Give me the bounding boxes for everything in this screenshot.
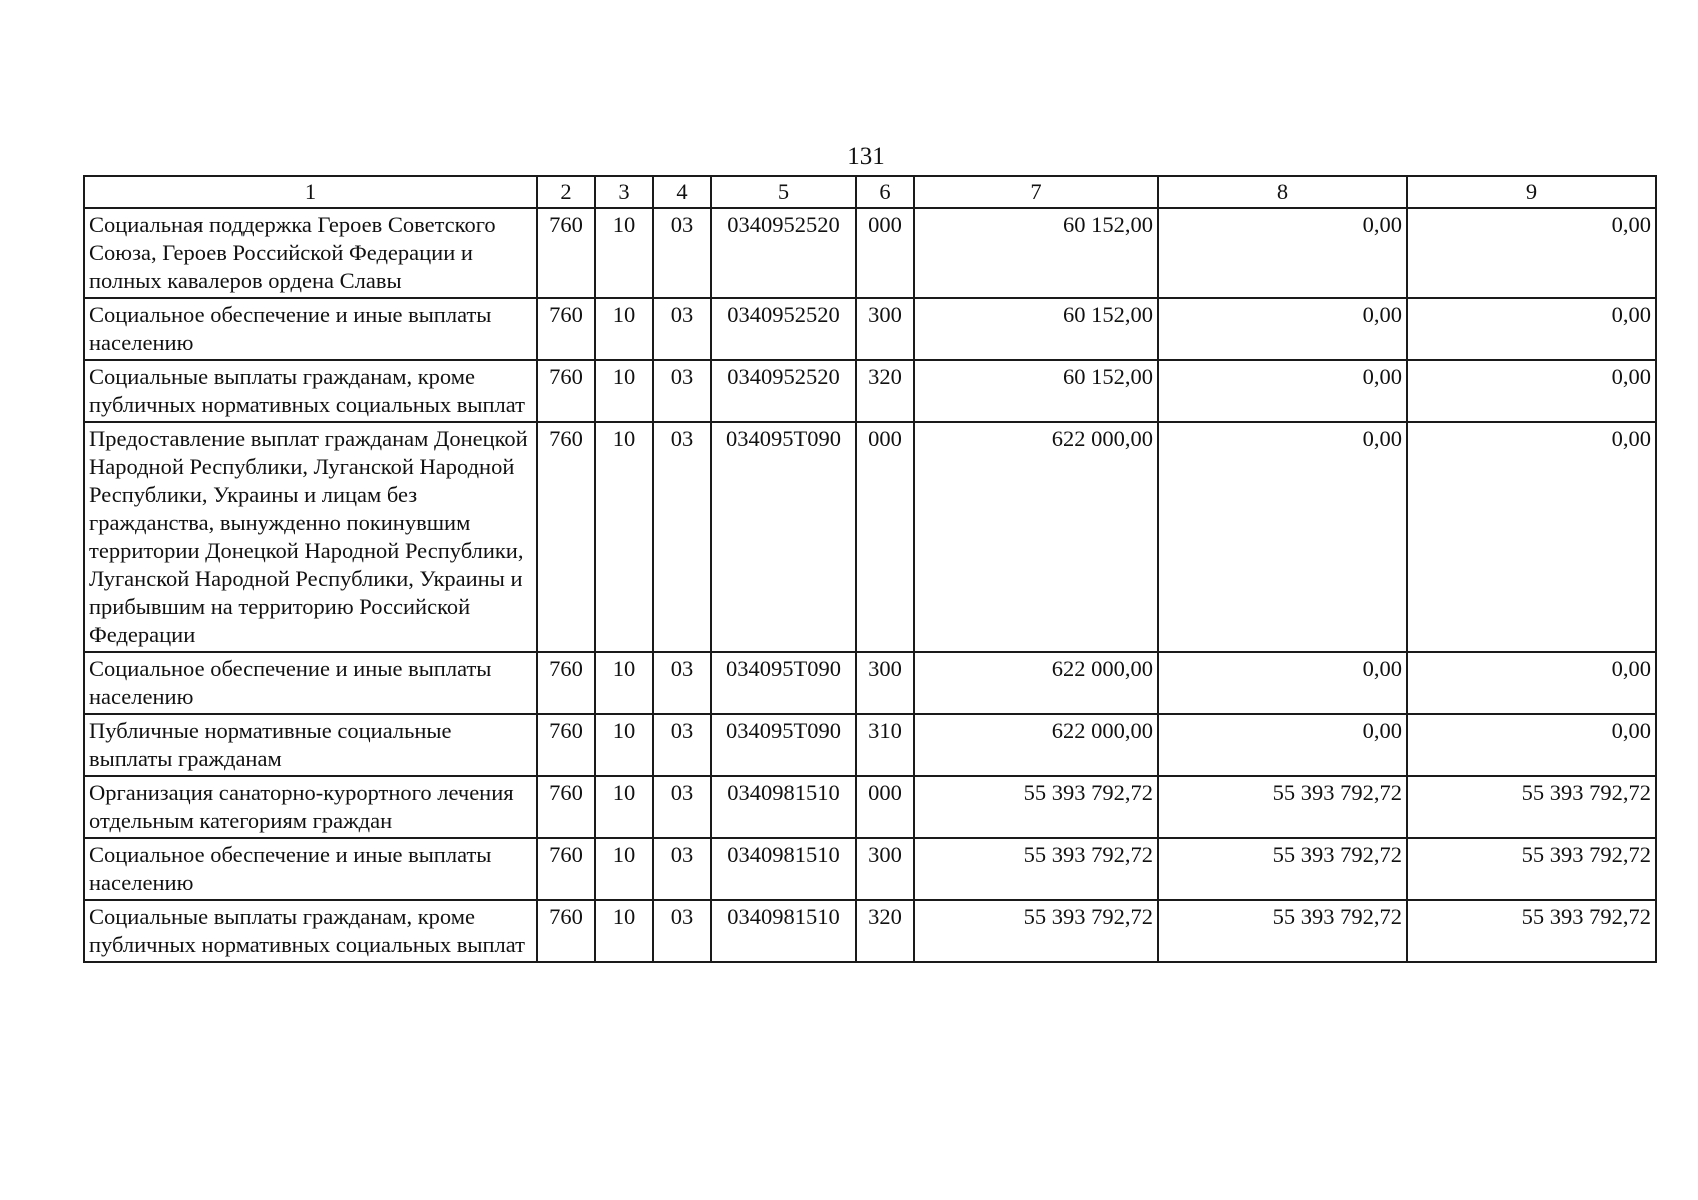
target-article-code: 034095T090	[711, 714, 856, 776]
amount-col-7: 622 000,00	[914, 422, 1158, 652]
section-code: 10	[595, 422, 653, 652]
column-number-header: 9	[1407, 176, 1656, 208]
row-name: Социальное обеспечение и иные выплаты населению	[84, 652, 537, 714]
subsection-code: 03	[653, 714, 711, 776]
target-article-code: 0340981510	[711, 900, 856, 962]
ministry-code: 760	[537, 838, 595, 900]
ministry-code: 760	[537, 652, 595, 714]
target-article-code: 0340952520	[711, 208, 856, 298]
column-number-row	[84, 176, 1656, 208]
subsection-code: 03	[653, 838, 711, 900]
amount-col-8: 0,00	[1158, 652, 1407, 714]
amount-col-8: 55 393 792,72	[1158, 900, 1407, 962]
amount-col-9: 55 393 792,72	[1407, 900, 1656, 962]
amount-col-8: 0,00	[1158, 422, 1407, 652]
column-number-header: 2	[537, 176, 595, 208]
row-name: Организация санаторно-курортного лечения отдельным категориям граждан	[84, 776, 537, 838]
subsection-code: 03	[653, 900, 711, 962]
expense-type-code: 320	[856, 900, 914, 962]
expense-type-code: 000	[856, 208, 914, 298]
column-number-header: 5	[711, 176, 856, 208]
page-number: 131	[847, 143, 885, 170]
column-number-header: 3	[595, 176, 653, 208]
row-name: Публичные нормативные социальные выплаты гражданам	[84, 714, 537, 776]
ministry-code: 760	[537, 208, 595, 298]
section-code: 10	[595, 714, 653, 776]
budget-table	[83, 175, 1657, 963]
expense-type-code: 000	[856, 422, 914, 652]
expense-type-code: 000	[856, 776, 914, 838]
target-article-code: 0340981510	[711, 776, 856, 838]
table-row	[84, 652, 1656, 714]
target-article-code: 0340981510	[711, 838, 856, 900]
amount-col-8: 0,00	[1158, 208, 1407, 298]
ministry-code: 760	[537, 776, 595, 838]
ministry-code: 760	[537, 298, 595, 360]
amount-col-7: 60 152,00	[914, 360, 1158, 422]
table-row	[84, 900, 1656, 962]
expense-type-code: 300	[856, 838, 914, 900]
subsection-code: 03	[653, 208, 711, 298]
table-row	[84, 422, 1656, 652]
row-name: Социальные выплаты гражданам, кроме публичных нормативных социальных выплат	[84, 900, 537, 962]
column-number-header: 6	[856, 176, 914, 208]
section-code: 10	[595, 208, 653, 298]
amount-col-7: 55 393 792,72	[914, 776, 1158, 838]
target-article-code: 034095T090	[711, 652, 856, 714]
amount-col-8: 55 393 792,72	[1158, 776, 1407, 838]
section-code: 10	[595, 776, 653, 838]
amount-col-9: 0,00	[1407, 652, 1656, 714]
target-article-code: 0340952520	[711, 298, 856, 360]
amount-col-7: 60 152,00	[914, 208, 1158, 298]
amount-col-8: 0,00	[1158, 360, 1407, 422]
section-code: 10	[595, 298, 653, 360]
amount-col-9: 0,00	[1407, 714, 1656, 776]
column-number-header: 4	[653, 176, 711, 208]
table-row	[84, 360, 1656, 422]
subsection-code: 03	[653, 298, 711, 360]
expense-type-code: 300	[856, 298, 914, 360]
subsection-code: 03	[653, 422, 711, 652]
row-name: Социальная поддержка Героев Советского Союза, Героев Российской Федерации и полных кавалеров ордена Славы	[84, 208, 537, 298]
column-number-header: 7	[914, 176, 1158, 208]
section-code: 10	[595, 360, 653, 422]
subsection-code: 03	[653, 652, 711, 714]
section-code: 10	[595, 652, 653, 714]
section-code: 10	[595, 838, 653, 900]
column-number-header: 8	[1158, 176, 1407, 208]
expense-type-code: 320	[856, 360, 914, 422]
amount-col-7: 622 000,00	[914, 714, 1158, 776]
amount-col-9: 0,00	[1407, 298, 1656, 360]
amount-col-8: 0,00	[1158, 714, 1407, 776]
amount-col-8: 0,00	[1158, 298, 1407, 360]
amount-col-7: 622 000,00	[914, 652, 1158, 714]
table-row	[84, 838, 1656, 900]
expense-type-code: 300	[856, 652, 914, 714]
target-article-code: 0340952520	[711, 360, 856, 422]
ministry-code: 760	[537, 900, 595, 962]
row-name: Предоставление выплат гражданам Донецкой Народной Республики, Луганской Народной Республики, Украины и лицам без гражданства, вынужденно покинувшим территории Донецкой Народной Республики, Луганской Народной Республики, Украины и прибывшим на территорию Российской Федерации	[84, 422, 537, 652]
amount-col-7: 55 393 792,72	[914, 900, 1158, 962]
ministry-code: 760	[537, 714, 595, 776]
table-row	[84, 298, 1656, 360]
amount-col-7: 60 152,00	[914, 298, 1158, 360]
table-row	[84, 208, 1656, 298]
table-row	[84, 776, 1656, 838]
ministry-code: 760	[537, 360, 595, 422]
subsection-code: 03	[653, 360, 711, 422]
amount-col-9: 0,00	[1407, 360, 1656, 422]
expense-type-code: 310	[856, 714, 914, 776]
row-name: Социальное обеспечение и иные выплаты населению	[84, 838, 537, 900]
amount-col-9: 0,00	[1407, 422, 1656, 652]
subsection-code: 03	[653, 776, 711, 838]
ministry-code: 760	[537, 422, 595, 652]
target-article-code: 034095T090	[711, 422, 856, 652]
table-row	[84, 714, 1656, 776]
amount-col-9: 55 393 792,72	[1407, 776, 1656, 838]
row-name: Социальное обеспечение и иные выплаты населению	[84, 298, 537, 360]
amount-col-7: 55 393 792,72	[914, 838, 1158, 900]
amount-col-9: 55 393 792,72	[1407, 838, 1656, 900]
section-code: 10	[595, 900, 653, 962]
row-name: Социальные выплаты гражданам, кроме публичных нормативных социальных выплат	[84, 360, 537, 422]
column-number-header: 1	[84, 176, 537, 208]
amount-col-9: 0,00	[1407, 208, 1656, 298]
amount-col-8: 55 393 792,72	[1158, 838, 1407, 900]
